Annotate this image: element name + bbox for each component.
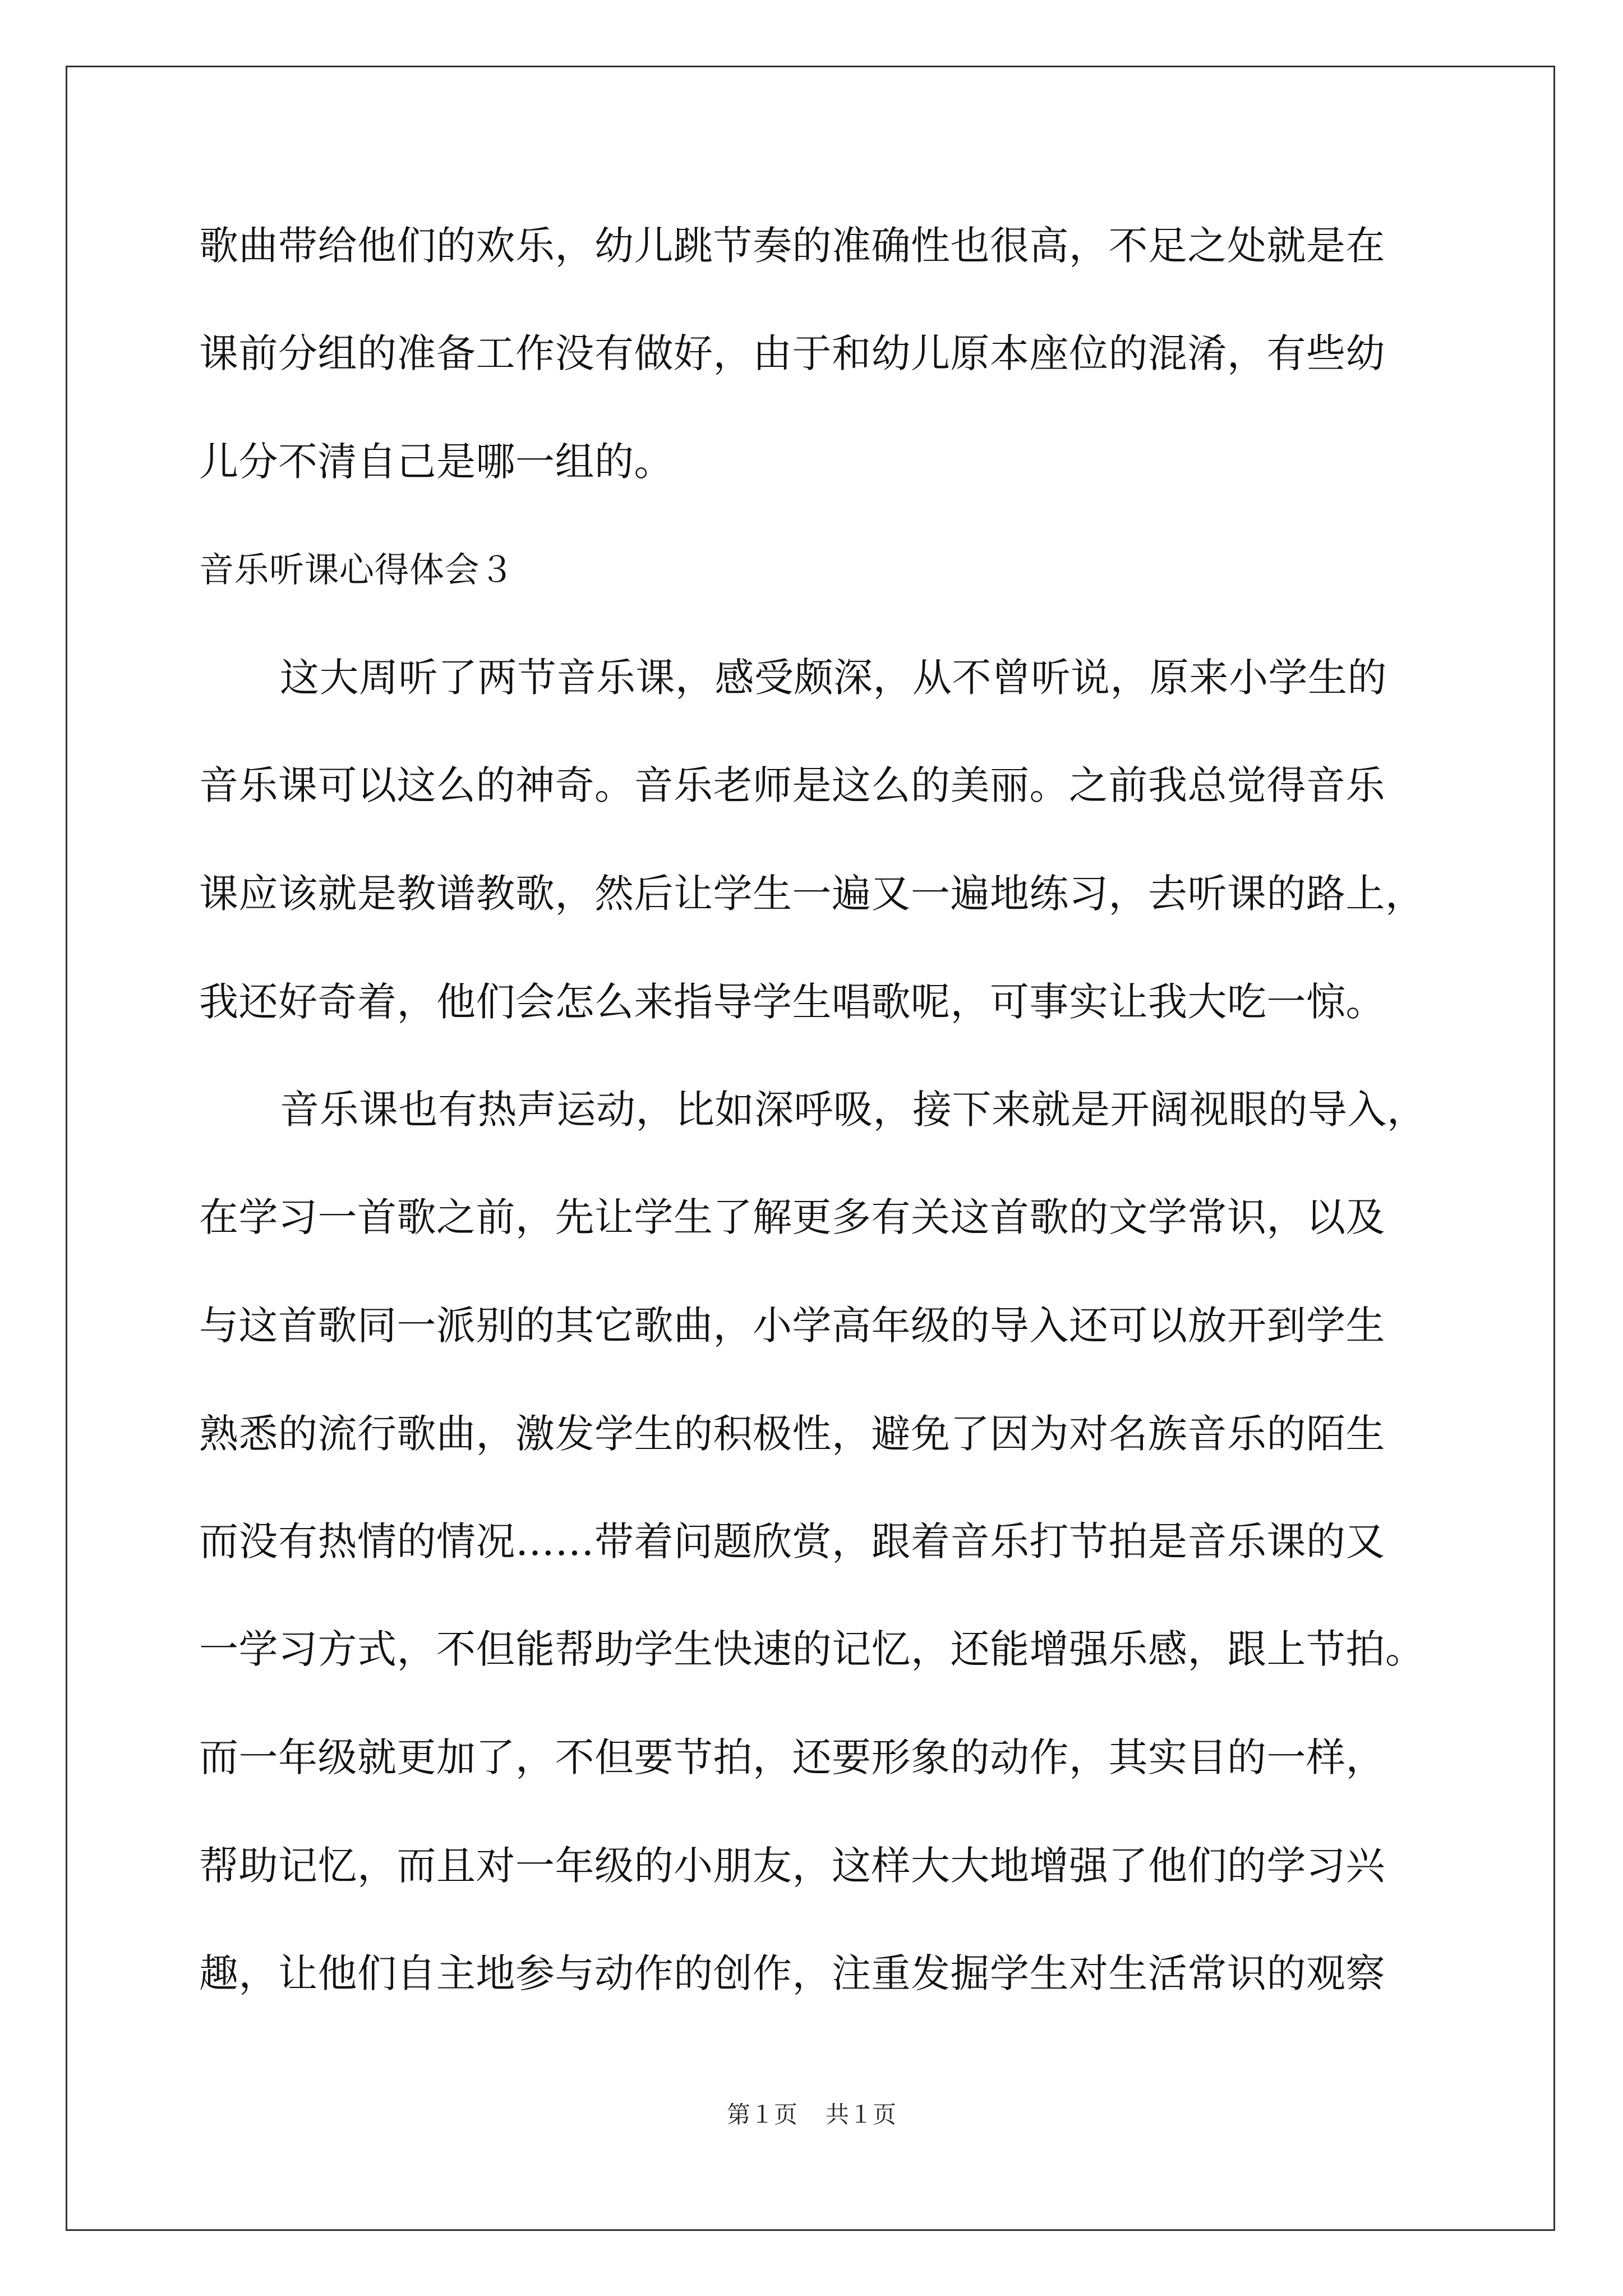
- paragraph-line: 音乐课可以这么的神奇。音乐老师是这么的美丽。之前我总觉得音乐: [199, 762, 1385, 808]
- paragraph-line: 帮助记忆，而且对一年级的小朋友，这样大大地增强了他们的学习兴: [199, 1843, 1385, 1889]
- paragraph-line: 与这首歌同一派别的其它歌曲，小学高年级的导入还可以放开到学生: [199, 1303, 1385, 1349]
- paragraph-line: 音乐课也有热声运动，比如深呼吸，接下来就是开阔视眼的导入，: [280, 1087, 1427, 1133]
- paragraph-line: 这大周听了两节音乐课，感受颇深，从不曾听说，原来小学生的: [280, 655, 1387, 701]
- paragraph-line: 而一年级就更加了，不但要节拍，还要形象的动作，其实目的一样，: [199, 1734, 1385, 1780]
- paragraph-line: 歌曲带给他们的欢乐，幼儿跳节奏的准确性也很高，不足之处就是在: [199, 223, 1385, 269]
- page-number: 第１页: [726, 2101, 797, 2128]
- paragraph-line: 趣，让他们自主地参与动作的创作，注重发掘学生对生活常识的观察: [199, 1950, 1385, 1996]
- paragraph-line: 课前分组的准备工作没有做好，由于和幼儿原本座位的混淆，有些幼: [199, 330, 1385, 376]
- page-total: 共１页: [826, 2101, 897, 2128]
- paragraph-line: 熟悉的流行歌曲，激发学生的积极性，避免了因为对名族音乐的陌生: [199, 1411, 1385, 1457]
- paragraph-line: 儿分不清自己是哪一组的。: [199, 439, 674, 485]
- paragraph-line: 在学习一首歌之前，先让学生了解更多有关这首歌的文学常识，以及: [199, 1194, 1385, 1240]
- section-heading: 音乐听课心得体会３: [199, 549, 515, 590]
- paragraph-line: 我还好奇着，他们会怎么来指导学生唱歌呢，可事实让我大吃一惊。: [199, 979, 1385, 1025]
- paragraph-line: 而没有热情的情况……带着问题欣赏，跟着音乐打节拍是音乐课的又: [199, 1519, 1385, 1565]
- paragraph-line: 一学习方式，不但能帮助学生快速的记忆，还能增强乐感，跟上节拍。: [199, 1626, 1425, 1672]
- page-border: [66, 66, 1555, 2231]
- page-footer: [0, 2098, 1623, 2132]
- paragraph-line: 课应该就是教谱教歌，然后让学生一遍又一遍地练习，去听课的路上，: [199, 871, 1425, 917]
